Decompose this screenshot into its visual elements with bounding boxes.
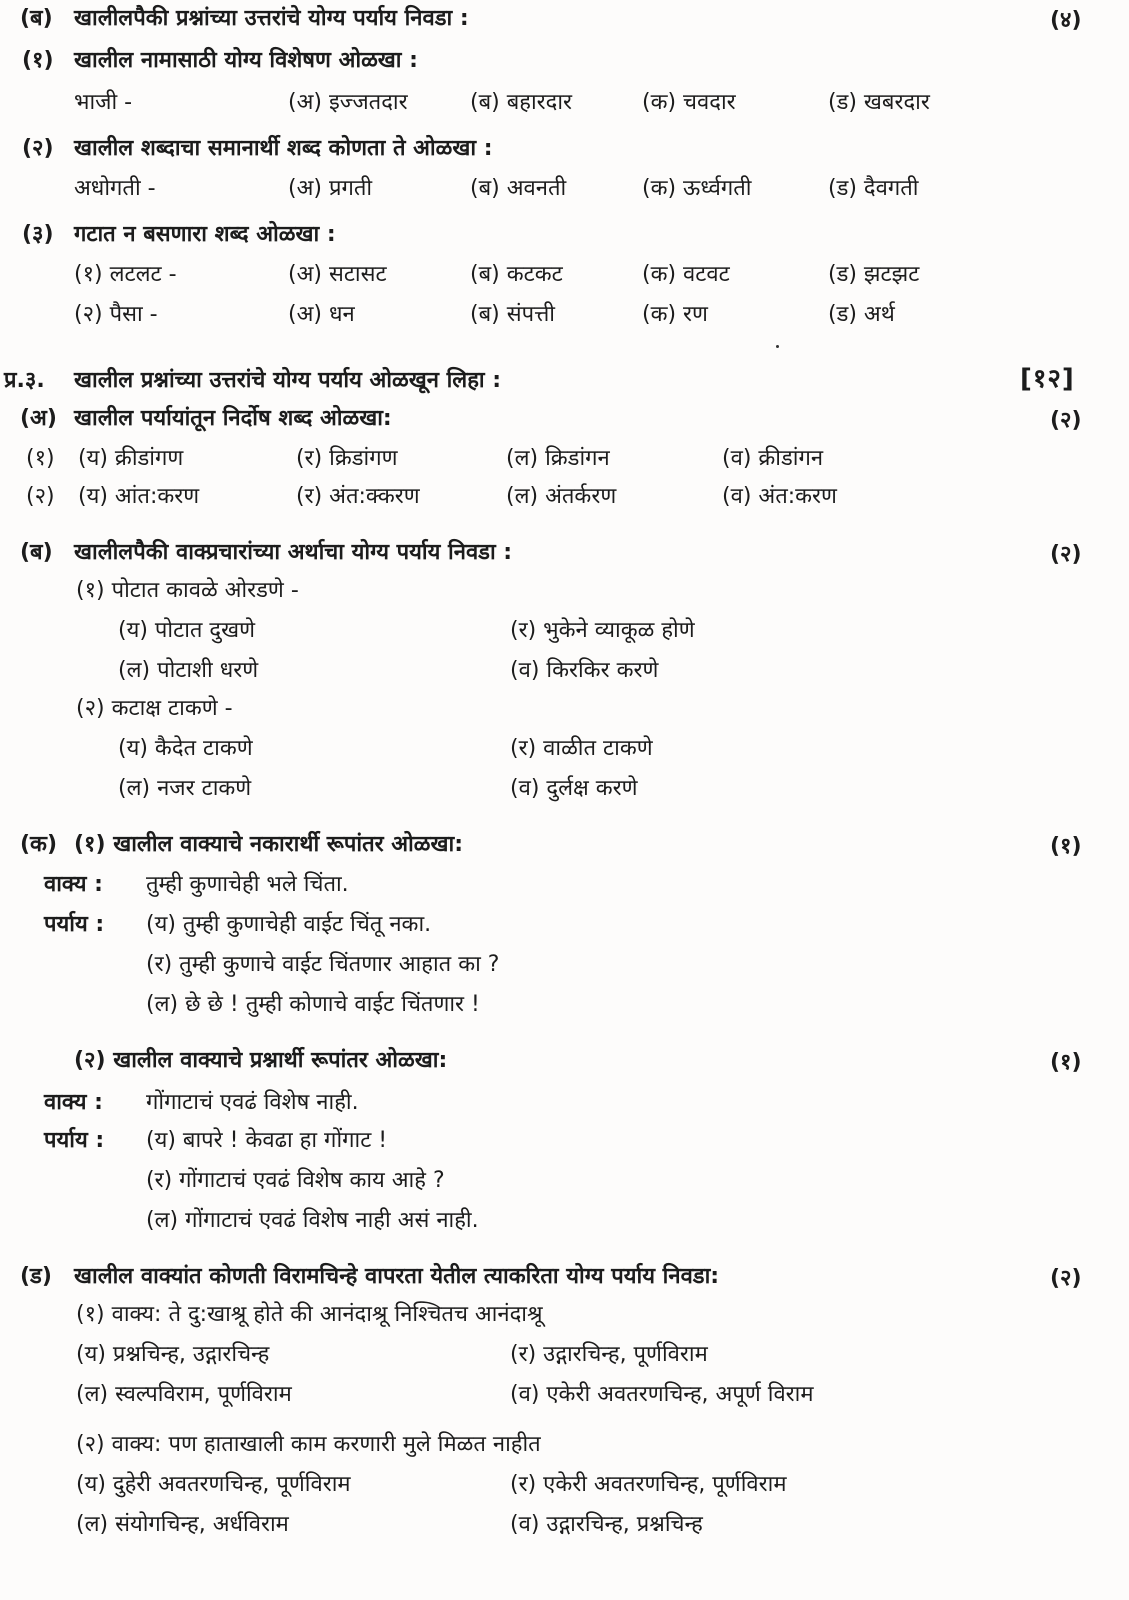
q3-r1-option-d: (ड) झटझट [828, 262, 920, 287]
sub-a-r2-y: (य) आंत:करण [78, 484, 200, 509]
phrase1-title: (१) पोटात कावळे ओरडणे - [76, 578, 299, 603]
q3-label: (३) [22, 222, 54, 247]
sub-k-q2-paryay-label: पर्याय : [44, 1128, 105, 1153]
q3-r2-option-a: (अ) धन [288, 302, 355, 327]
sub-a-r1-y: (य) क्रीडांगण [78, 446, 184, 471]
sub-k-marks-1: (१) [1050, 834, 1082, 859]
q2-option-b: (ब) अवनती [470, 176, 567, 201]
q3-main-heading: खालील प्रश्नांच्या उत्तरांचे योग्य पर्याय ओळखून लिहा : [74, 368, 502, 393]
q2-option-a: (अ) प्रगती [288, 176, 373, 201]
sub-a-r1-num: (१) [26, 446, 55, 471]
sub-a-r2-v: (व) अंत:करण [722, 484, 837, 509]
q1-text: खालील नामासाठी योग्य विशेषण ओळखा : [74, 48, 418, 73]
sub-d-q1-text: (१) वाक्य: ते दु:खाश्रू होते की आनंदाश्रू निश्चितच आनंदाश्रू [76, 1302, 543, 1327]
q3-main-marks: [१२] [1020, 364, 1075, 394]
section-b-label: (ब) [20, 6, 53, 31]
q1-option-k: (क) चवदार [642, 90, 736, 115]
sub-d-q1-r: (र) उद्गारचिन्ह, पूर्णविराम [510, 1342, 708, 1367]
sub-k-label: (क) [20, 832, 58, 857]
section-b-heading: खालीलपैकी प्रश्नांच्या उत्तरांचे योग्य पर्याय निवडा : [74, 6, 469, 31]
sub-k-q1-y: (य) तुम्ही कुणाचेही वाईट चिंतू नका. [146, 912, 432, 937]
q3-r2-option-b: (ब) संपत्ती [470, 302, 555, 327]
q2-text: खालील शब्दाचा समानार्थी शब्द कोणता ते ओळखा : [74, 136, 493, 161]
q3-r1-option-k: (क) वटवट [642, 262, 730, 287]
phrase2-v: (व) दुर्लक्ष करणे [510, 776, 638, 801]
sub-d-q1-y: (य) प्रश्नचिन्ह, उद्गारचिन्ह [76, 1342, 270, 1367]
stray-dot [776, 345, 779, 348]
sub-d-marks: (२) [1050, 1266, 1082, 1291]
q3-r2-word: (२) पैसा - [74, 302, 158, 327]
sub-k-q1-vakya-label: वाक्य : [44, 872, 103, 897]
phrase1-l: (ल) पोटाशी धरणे [118, 658, 259, 683]
sub-k-q2-vakya-label: वाक्य : [44, 1090, 103, 1115]
sub-a-marks: (२) [1050, 408, 1082, 433]
phrase1-r: (र) भुकेने व्याकूळ होणे [510, 618, 695, 643]
q2-label: (२) [22, 136, 54, 161]
sub-a-r2-num: (२) [26, 484, 55, 509]
sub-d-label: (ड) [20, 1264, 52, 1289]
q3-text: गटात न बसणारा शब्द ओळखा : [74, 222, 336, 247]
sub-k-q2-y: (य) बापरे ! केवढा हा गोंगाट ! [146, 1128, 388, 1153]
q3-r1-option-b: (ब) कटकट [470, 262, 563, 287]
phrase2-y: (य) कैदेत टाकणे [118, 736, 253, 761]
q3-r1-word: (१) लटलट - [74, 262, 177, 287]
sub-k-q2-r: (र) गोंगाटाचं एवढं विशेष काय आहे ? [146, 1168, 445, 1193]
sub-k-q1-l: (ल) छे छे ! तुम्ही कोणाचे वाईट चिंतणार ! [146, 992, 480, 1017]
phrase1-v: (व) किरकिर करणे [510, 658, 659, 683]
sub-k-q1-r: (र) तुम्ही कुणाचे वाईट चिंतणार आहात का ? [146, 952, 500, 977]
q3-main-label: प्र.३. [4, 368, 45, 393]
phrase2-r: (र) वाळीत टाकणे [510, 736, 653, 761]
q3-r2-option-d: (ड) अर्थ [828, 302, 895, 327]
sub-d-q2-text: (२) वाक्य: पण हाताखाली काम करणारी मुले मिळत नाहीत [76, 1432, 541, 1457]
section-b-marks: (४) [1050, 8, 1082, 33]
q1-option-a: (अ) इज्जतदार [288, 90, 408, 115]
sub-k-q2-l: (ल) गोंगाटाचं एवढं विशेष नाही असं नाही. [146, 1208, 479, 1233]
phrase2-title: (२) कटाक्ष टाकणे - [76, 696, 233, 721]
q1-option-b: (ब) बहारदार [470, 90, 573, 115]
sub-k-q2-text: (२) खालील वाक्याचे प्रश्नार्थी रूपांतर ओळखा: [74, 1048, 448, 1073]
sub-d-q2-l: (ल) संयोगचिन्ह, अर्धविराम [76, 1512, 289, 1537]
sub-b-heading: खालीलपैकी वाक्प्रचारांच्या अर्थाचा योग्य पर्याय निवडा : [74, 540, 513, 565]
sub-b-label: (ब) [20, 540, 53, 565]
q1-label: (१) [22, 48, 54, 73]
q1-word: भाजी - [74, 90, 133, 115]
sub-k-q1-text: (१) खालील वाक्याचे नकारार्थी रूपांतर ओळखा: [74, 832, 463, 857]
sub-k-q1-paryay-label: पर्याय : [44, 912, 105, 937]
sub-k-q2-vakya: गोंगाटाचं एवढं विशेष नाही. [146, 1090, 359, 1115]
sub-d-q1-v: (व) एकेरी अवतरणचिन्ह, अपूर्ण विराम [510, 1382, 814, 1407]
sub-k-q1-vakya: तुम्ही कुणाचेही भले चिंता. [146, 872, 349, 897]
sub-a-r1-v: (व) क्रीडांगन [722, 446, 824, 471]
sub-a-label: (अ) [20, 406, 57, 431]
q2-word: अधोगती - [74, 176, 156, 201]
q1-option-d: (ड) खबरदार [828, 90, 930, 115]
q3-r1-option-a: (अ) सटासट [288, 262, 387, 287]
sub-a-r2-l: (ल) अंतर्करण [506, 484, 617, 509]
q2-option-d: (ड) दैवगती [828, 176, 919, 201]
sub-b-marks: (२) [1050, 542, 1082, 567]
sub-d-q2-r: (र) एकेरी अवतरणचिन्ह, पूर्णविराम [510, 1472, 787, 1497]
sub-d-q2-y: (य) दुहेरी अवतरणचिन्ह, पूर्णविराम [76, 1472, 351, 1497]
sub-a-r1-r: (र) क्रिडांगण [296, 446, 398, 471]
sub-a-r1-l: (ल) क्रिडांगन [506, 446, 610, 471]
phrase2-l: (ल) नजर टाकणे [118, 776, 252, 801]
sub-d-heading: खालील वाक्यांत कोणती विरामचिन्हे वापरता येतील त्याकरिता योग्य पर्याय निवडा: [74, 1264, 720, 1289]
sub-a-r2-r: (र) अंत:क्करण [296, 484, 420, 509]
sub-k-marks-2: (१) [1050, 1050, 1082, 1075]
phrase1-y: (य) पोटात दुखणे [118, 618, 256, 643]
sub-d-q1-l: (ल) स्वल्पविराम, पूर्णविराम [76, 1382, 292, 1407]
q2-option-k: (क) ऊर्ध्वगती [642, 176, 752, 201]
sub-a-heading: खालील पर्यायांतून निर्दोष शब्द ओळखा: [74, 406, 392, 431]
sub-d-q2-v: (व) उद्गारचिन्ह, प्रश्नचिन्ह [510, 1512, 703, 1537]
q3-r2-option-k: (क) रण [642, 302, 708, 327]
